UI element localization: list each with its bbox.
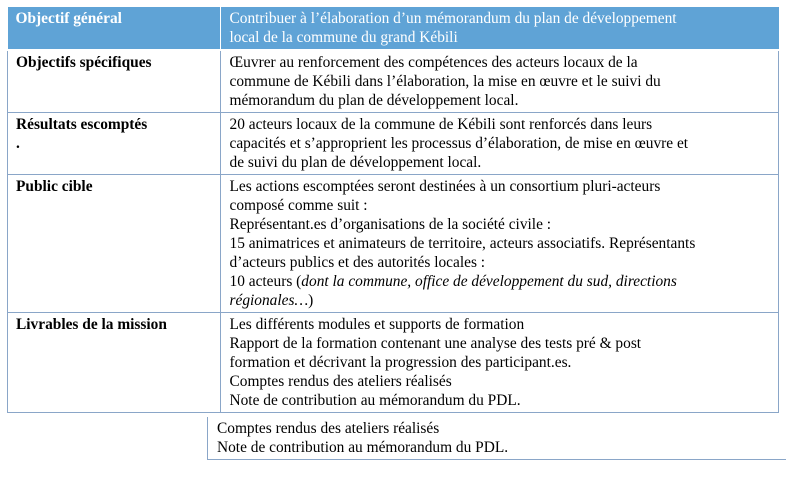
text-line: Œuvrer au renforcement des compétences des acteurs locaux de la (229, 54, 638, 71)
text-line (230, 272, 769, 291)
table-row-objectifs-specifiques (8, 50, 779, 113)
row-value (220, 7, 779, 50)
text-line: Les différents modules et supports de formation (229, 316, 525, 333)
text-line: composé comme suit : (229, 197, 368, 214)
row-value (220, 113, 779, 175)
text-line: formation et décrivant la progression des participant.es. (229, 354, 572, 371)
text-line: Les actions escomptées seront destinées à un consortium pluri-acteurs (229, 178, 661, 195)
text-line: Représentant.es d’organisations de la société civile : (229, 216, 552, 233)
text-line (230, 291, 769, 310)
text-line: Rapport de la formation contenant une analyse des tests pré & post (229, 335, 642, 352)
row-label: Public cible (8, 175, 221, 313)
row-label: Livrables de la mission (8, 313, 221, 413)
row-value (220, 50, 779, 113)
text-line: 15 animatrices et animateurs de territoire, acteurs associatifs. Représentants (229, 235, 696, 252)
text-line: Comptes rendus des ateliers réalisés (229, 373, 452, 390)
table-row-livrables (8, 313, 779, 413)
row-label: Objectifs spécifiques (8, 50, 221, 113)
mission-table (7, 7, 779, 413)
text-line: Note de contribution au mémorandum du PDL. (229, 392, 521, 409)
row-value (220, 175, 779, 313)
text-prefix: 10 acteurs ( (229, 273, 302, 290)
row-label: Objectif général (8, 7, 221, 50)
row-label-extra: . (16, 135, 20, 152)
text-line: Contribuer à l’élaboration d’un mémorandum du plan de développement (229, 10, 677, 27)
row-label: Résultats escomptés (16, 116, 148, 133)
table-row-resultats-escomptes (8, 113, 779, 175)
text-line: de suivi du plan de développement local. (229, 154, 482, 171)
continuation-cell (207, 417, 786, 460)
text-line: 20 acteurs locaux de la commune de Kébili sont renforcés dans leurs (229, 116, 653, 133)
text-line: Note de contribution au mémorandum du PDL. (217, 439, 509, 456)
text-suffix: ) (308, 292, 314, 309)
text-line: capacités et s’approprient les processus d’élaboration, de mise en œuvre et (229, 135, 689, 152)
text-line: local de la commune du grand Kébili (229, 29, 458, 46)
text-line: d’acteurs publics et des autorités locales : (229, 254, 486, 271)
text-line: mémorandum du plan de développement local. (229, 92, 519, 109)
row-value (220, 313, 779, 413)
row-label-cell (8, 113, 221, 175)
italic-text: dont la commune, office de développement du sud, directions (301, 273, 677, 290)
italic-text: régionales… (229, 292, 309, 309)
text-line: Comptes rendus des ateliers réalisés (217, 420, 440, 437)
table-row-objectif-general (8, 7, 779, 50)
table-row-public-cible (8, 175, 779, 313)
text-line: commune de Kébili dans l’élaboration, la mise en œuvre et le suivi du (229, 73, 661, 90)
